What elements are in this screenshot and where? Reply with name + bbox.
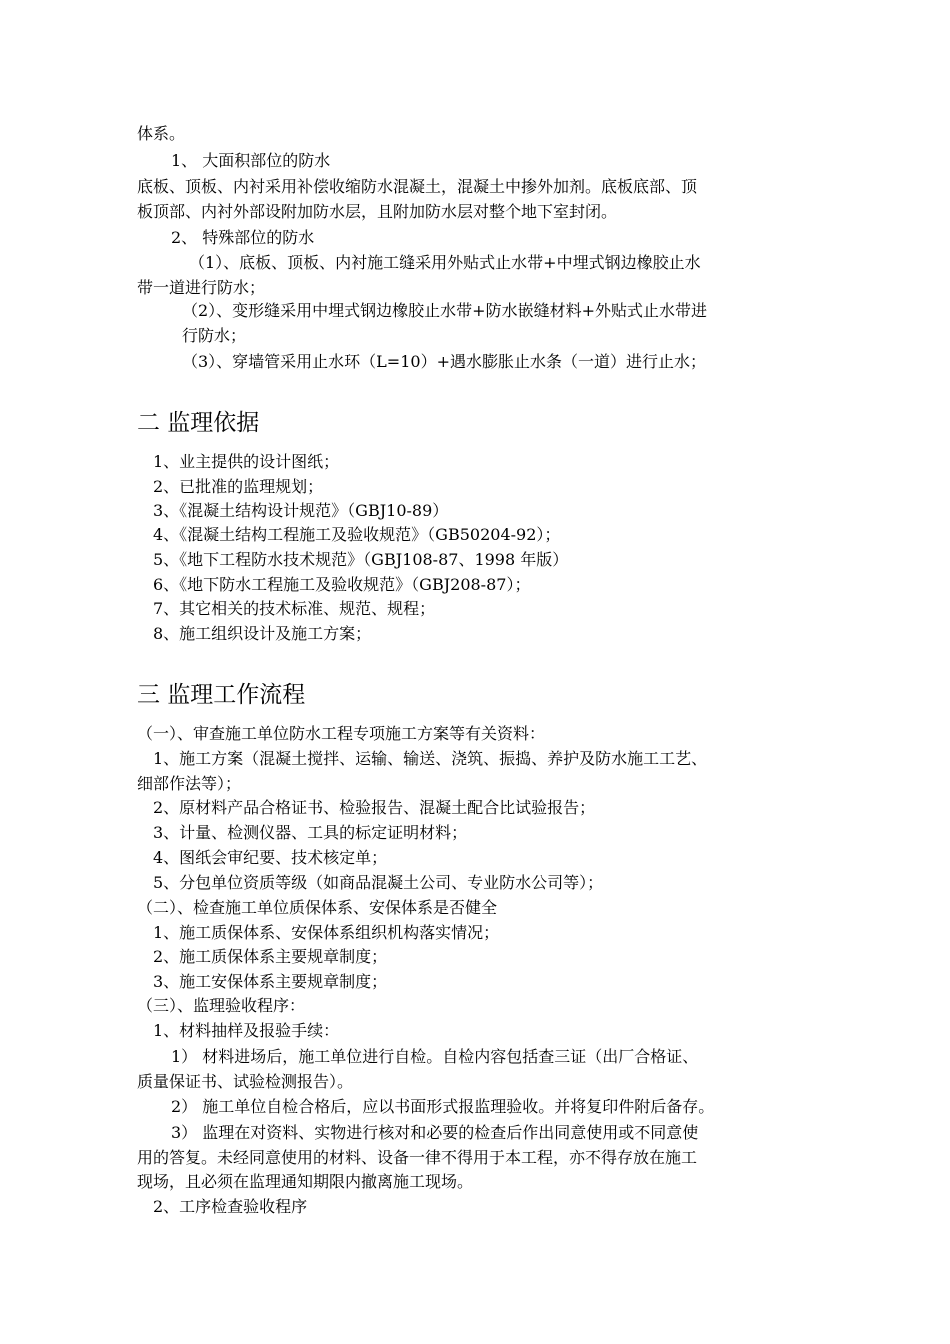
- text-line: （2）、变形缝采用中埋式钢边橡胶止水带+防水嵌缝材料+外贴式止水带进: [182, 301, 707, 320]
- text-line: 板顶部、内衬外部设附加防水层，且附加防水层对整个地下室封闭。: [137, 202, 618, 221]
- list-item: 5、分包单位资质等级（如商品混凝土公司、专业防水公司等）；: [153, 873, 604, 892]
- list-item: 3、计量、检测仪器、工具的标定证明材料；: [153, 823, 468, 842]
- text-line: 带一道进行防水；: [137, 278, 266, 297]
- list-item: 8、施工组织设计及施工方案；: [153, 624, 372, 643]
- text-line: 质量保证书、试验检测报告）。: [137, 1072, 354, 1091]
- section-heading: 二 监理依据: [137, 410, 260, 436]
- list-item: 3、施工安保体系主要规章制度；: [153, 972, 388, 991]
- list-item: 1、业主提供的设计图纸；: [153, 452, 340, 471]
- list-item: 4、《混凝土结构工程施工及验收规范》（GB50204-92）；: [153, 525, 561, 544]
- list-item: 6、《地下防水工程施工及验收规范》（GBJ208-87）；: [153, 575, 531, 594]
- list-item: 2、施工质保体系主要规章制度；: [153, 947, 388, 966]
- list-item: 2） 施工单位自检合格后，应以书面形式报监理验收。并将复印件附后备存。: [171, 1097, 715, 1116]
- text-line: 行防水；: [182, 326, 247, 345]
- subheading: （一）、审查施工单位防水工程专项施工方案等有关资料：: [137, 724, 546, 743]
- text-line: （1）、底板、顶板、内衬施工缝采用外贴式止水带+中埋式钢边橡胶止水: [189, 253, 701, 272]
- list-item: 3） 监理在对资料、实物进行核对和必要的检查后作出同意使用或不同意使: [171, 1123, 699, 1142]
- text-line: 底板、顶板、内衬采用补偿收缩防水混凝土，混凝土中掺外加剂。底板底部、顶: [137, 177, 698, 196]
- list-item: 1、施工方案（混凝土搅拌、运输、输送、浇筑、振捣、养护及防水施工工艺、: [153, 749, 708, 768]
- list-item: 2、原材料产品合格证书、检验报告、混凝土配合比试验报告；: [153, 798, 596, 817]
- list-item: 2、已批准的监理规划；: [153, 477, 324, 496]
- text-line: 现场，且必须在监理通知期限内撤离施工现场。: [137, 1172, 474, 1191]
- text-line: 体系。: [137, 124, 186, 143]
- list-item: 2、工序检查验收程序: [153, 1197, 308, 1216]
- list-item: 1、施工质保体系、安保体系组织机构落实情况；: [153, 923, 500, 942]
- list-item: 5、《地下工程防水技术规范》（GBJ108-87、1998 年版）: [153, 550, 569, 569]
- list-item: 1） 材料进场后，施工单位进行自检。自检内容包括查三证（出厂合格证、: [171, 1047, 699, 1066]
- list-item: 3、《混凝土结构设计规范》（GBJ10-89）: [153, 501, 449, 520]
- list-item: 4、图纸会审纪要、技术核定单；: [153, 848, 388, 867]
- list-item: 1、材料抽样及报验手续：: [153, 1021, 340, 1040]
- subheading: （二）、检查施工单位质保体系、安保体系是否健全: [137, 898, 498, 917]
- section-heading: 三 监理工作流程: [137, 682, 306, 708]
- subheading: （三）、监理验收程序：: [137, 996, 306, 1015]
- list-item: 7、其它相关的技术标准、规范、规程；: [153, 599, 436, 618]
- text-line: 细部作法等）；: [137, 774, 242, 793]
- subheading: 2、 特殊部位的防水: [171, 228, 315, 247]
- text-line: （3）、穿墙管采用止水环（L=10）+遇水膨胀止水条（一道）进行止水；: [182, 352, 706, 371]
- text-line: 用的答复。未经同意使用的材料、设备一律不得用于本工程，亦不得存放在施工: [137, 1148, 698, 1167]
- subheading: 1、 大面积部位的防水: [171, 151, 331, 170]
